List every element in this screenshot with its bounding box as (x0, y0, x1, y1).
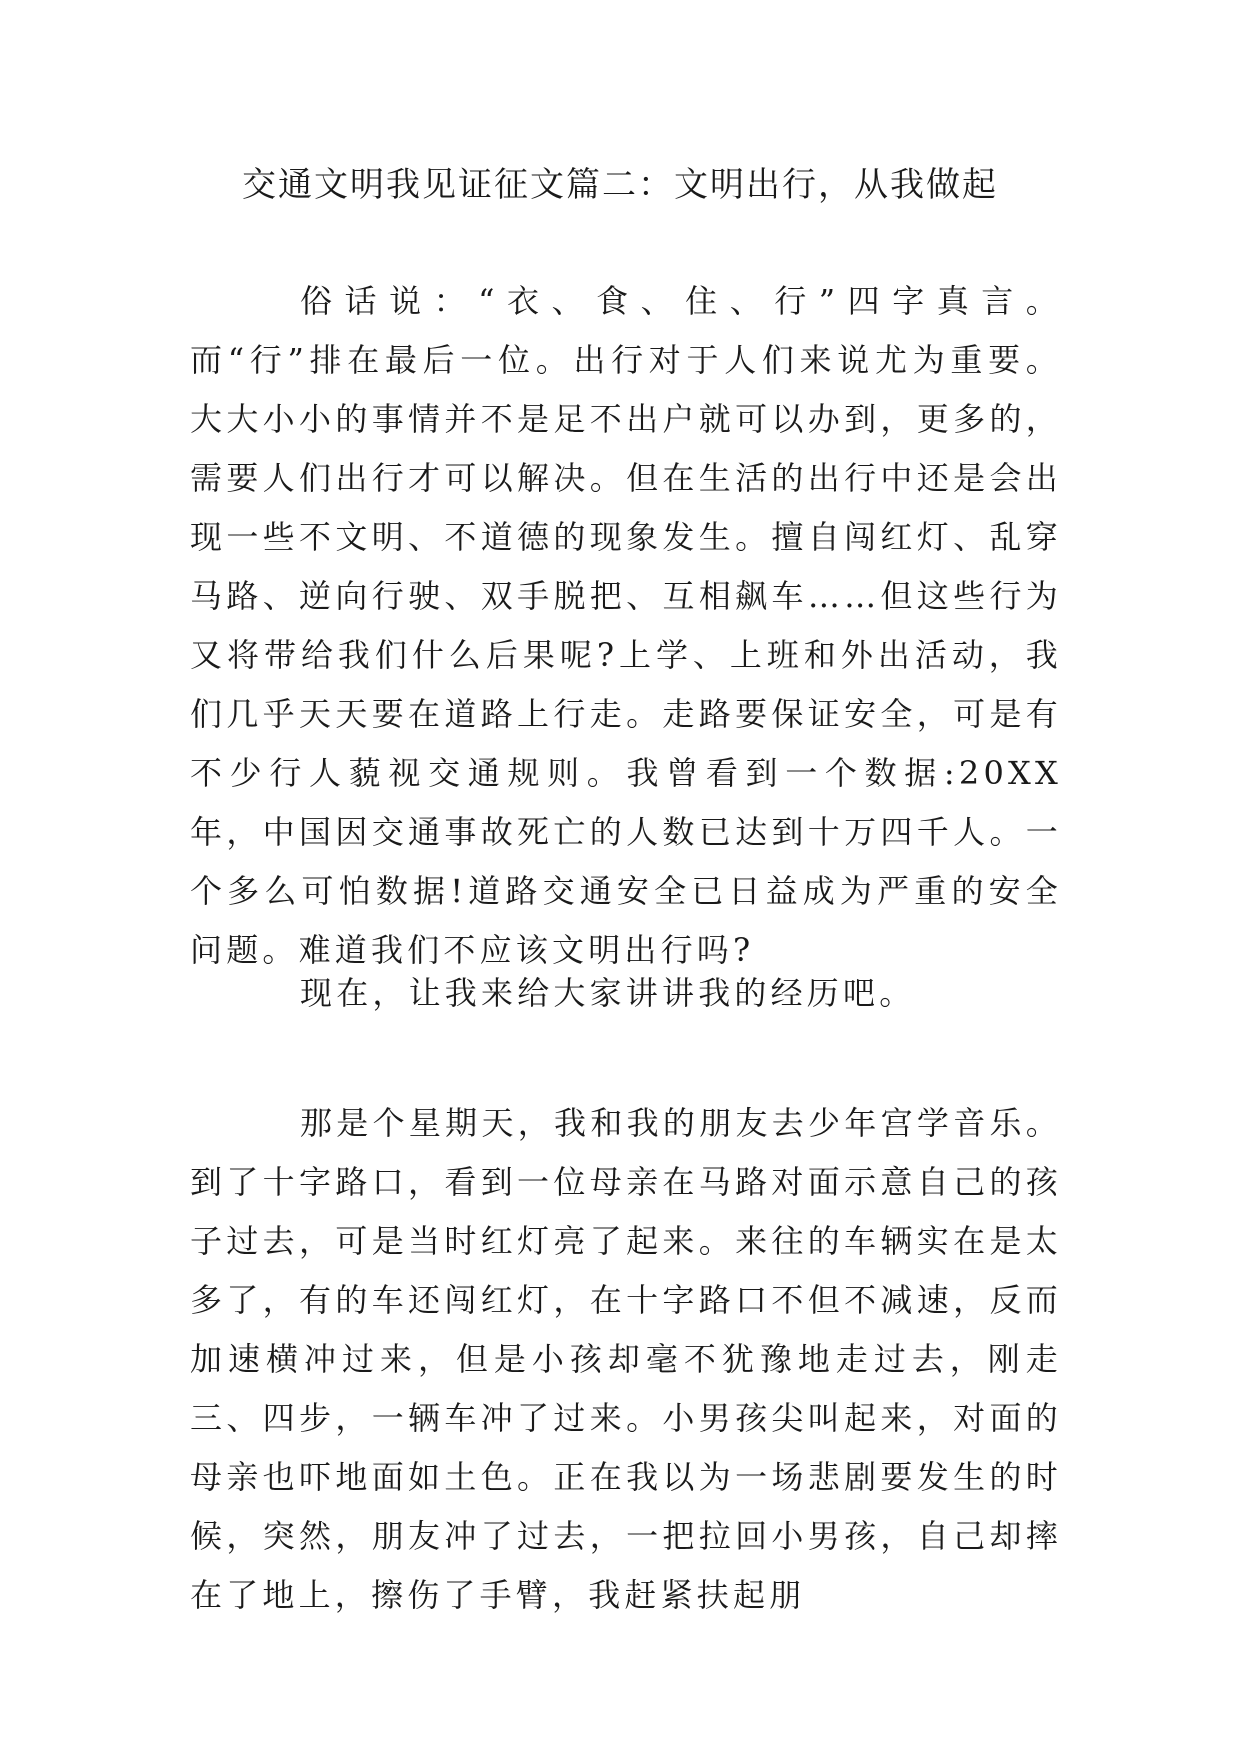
paragraph-3: 那是个星期天，我和我的朋友去少年宫学音乐。到了十字路口，看到一位母亲在马路对面示意自己的孩子过去，可是当时红灯亮了起来。来往的车辆实在是太多了，有的车还闯红灯，在十字路口不但不减速，反而加速横冲过来，但是小孩却毫不犹豫地走过去，刚走三、四步，一辆车冲了过来。小男孩尖叫起来，对面的母亲也吓地面如土色。正在我以为一场悲剧要发生的时候，突然，朋友冲了过去，一把拉回小男孩，自己却摔在了地上，擦伤了手臂，我赶紧扶起朋 (190, 1104, 1062, 1614)
paragraph-2: 现在，让我来给大家讲讲我的经历吧。 (300, 974, 916, 1012)
document-title: 交通文明我见证征文篇二：文明出行，从我做起 (242, 165, 998, 205)
paragraph-1: 俗话说：“衣、食、住、行”四字真言。而“行”排在最后一位。出行对于人们来说尤为重要。大大小小的事情并不是足不出户就可以办到，更多的，需要人们出行才可以解决。但在生活的出行中还是会出现一些不文明、不道德的现象发生。擅自闯红灯、乱穿马路、逆向行驶、双手脱把、互相飙车……但这些行为又将带给我们什么后果呢?上学、上班和外出活动，我们几乎天天要在道路上行走。走路要保证安全，可是有不少行人藐视交通规则。我曾看到一个数据:20XX年，中国因交通事故死亡的人数已达到十万四千人。一个多么可怕数据!道路交通安全已日益成为严重的安全问题。难道我们不应该文明出行吗? (190, 282, 1062, 969)
